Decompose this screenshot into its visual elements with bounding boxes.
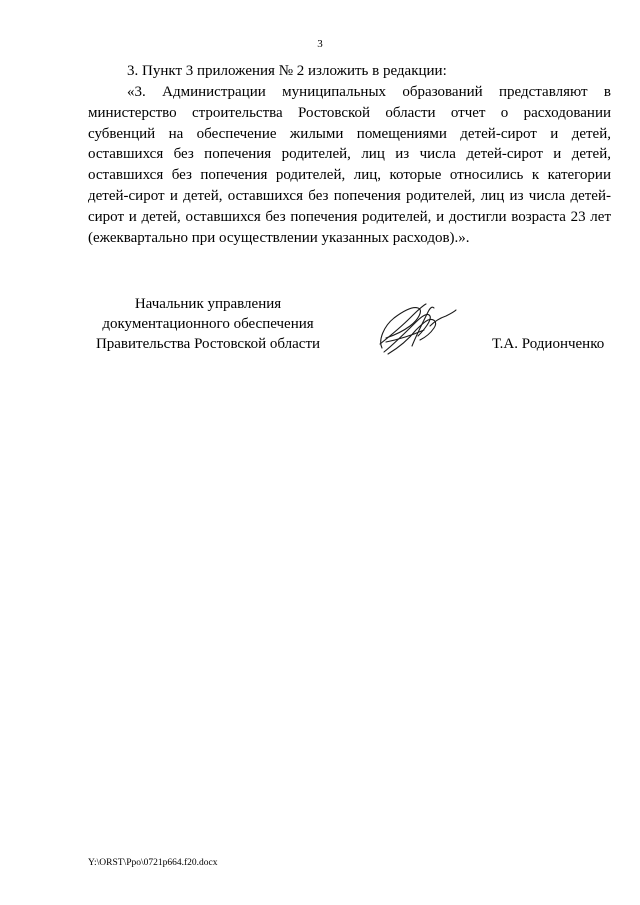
signatory-position-line-2: документационного обеспечения (102, 316, 314, 332)
handwritten-signature-icon (372, 296, 458, 360)
signatory-position-line-1: Начальник управления (134, 296, 282, 312)
page-number: 3 (317, 38, 323, 50)
signatory-position-line-3: Правительства Ростовской области (95, 336, 321, 352)
body-paragraph-2: «3. Администрации муниципальных образований представляют в министерство строительства Ростовской области отчет о расходовании субвенций на обеспечение жилыми помещениями детей-сирот и детей, оставшихся без попечения родителей, лиц из числа детей-сирот и детей, оставшихся без попечения родителей, лиц, которые относились к категории детей-сирот и детей, оставшихся без попечения родителей, лиц из числа детей-сирот и детей, оставшихся без попечения родителей, и достигли возраста 23 лет (ежеквартально при осуществлении указанных расходов).». (88, 84, 611, 246)
body-paragraph-1: 3. Пункт 3 приложения № 2 изложить в редакции: (127, 63, 447, 79)
footer-file-path: Y:\ORST\Ppo\0721p664.f20.docx (88, 858, 218, 868)
signatory-position (88, 294, 328, 354)
signatory-name: Т.А. Родионченко (492, 336, 605, 352)
